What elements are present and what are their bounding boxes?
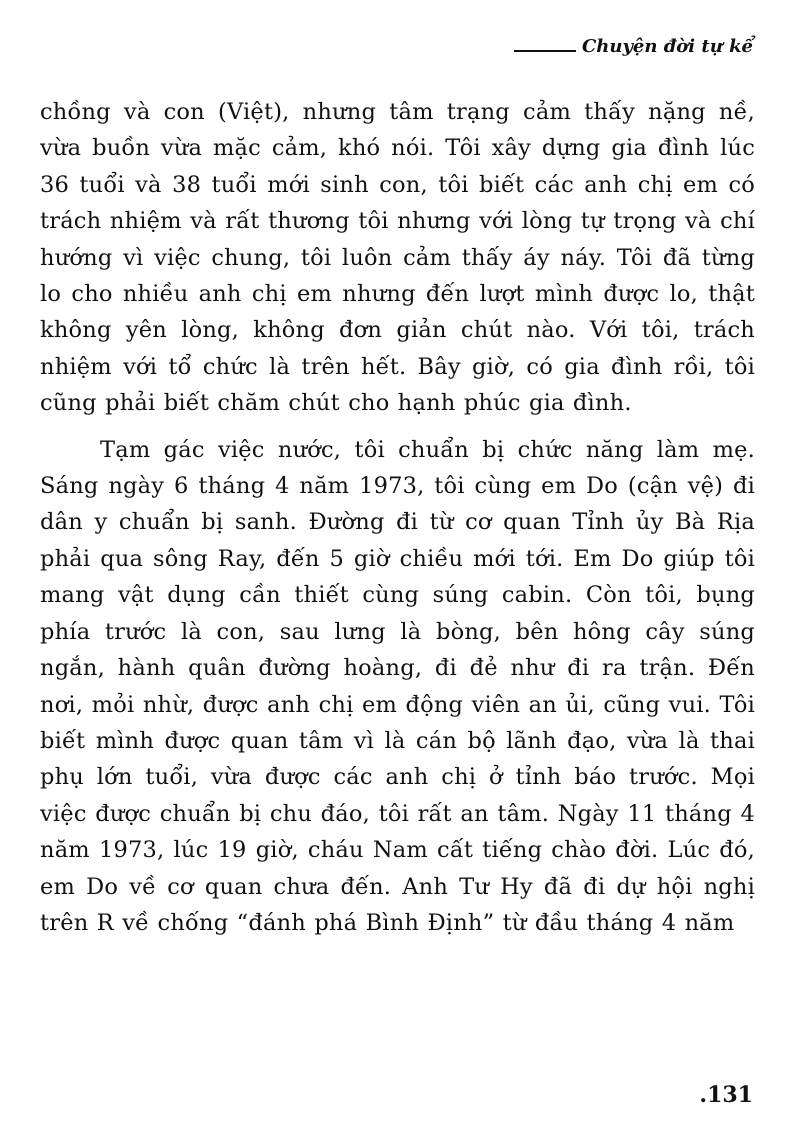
page-body <box>40 94 755 941</box>
page-number: .131 <box>699 1082 753 1108</box>
paragraph-1: chồng và con (Việt), nhưng tâm trạng cảm thấy nặng nề, vừa buồn vừa mặc cảm, khó nói. Tôi xây dựng gia đình lúc 36 tuổi và 38 tuổi mới sinh con, tôi biết các anh chị em có trách nhiệm và rất thương tôi nhưng với lòng tự trọng và chí hướng vì việc chung, tôi luôn cảm thấy áy náy. Tôi đã từng lo cho nhiều anh chị em nhưng đến lượt mình được lo, thật không yên lòng, không đơn giản chút nào. Với tôi, trách nhiệm với tổ chức là trên hết. Bây giờ, có gia đình rồi, tôi cũng phải biết chăm chút cho hạnh phúc gia đình. <box>40 99 755 417</box>
running-header <box>514 38 753 56</box>
header-title: Chuyện đời tự kể <box>581 36 753 57</box>
paragraph-2: Tạm gác việc nước, tôi chuẩn bị chức năng làm mẹ. Sáng ngày 6 tháng 4 năm 1973, tôi cùng em Do (cận vệ) đi dân y chuẩn bị sanh. Đường đi từ cơ quan Tỉnh ủy Bà Rịa phải qua sông Ray, đến 5 giờ chiều mới tới. Em Do giúp tôi mang vật dụng cần thiết cùng súng cabin. Còn tôi, bụng phía trước là con, sau lưng là bòng, bên hông cây súng ngắn, hành quân đường hoàng, đi đẻ như đi ra trận. Đến nơi, mỏi nhừ, được anh chị em động viên an ủi, cũng vui. Tôi biết mình được quan tâm vì là cán bộ lãnh đạo, vừa là thai phụ lớn tuổi, vừa được các anh chị ở tỉnh báo trước. Mọi việc được chuẩn bị chu đáo, tôi rất an tâm. Ngày 11 tháng 4 năm 1973, lúc 19 giờ, cháu Nam cất tiếng chào đời. Lúc đó, em Do về cơ quan chưa đến. Anh Tư Hy đã đi dự hội nghị trên R về chống “đánh phá Bình Định” từ đầu tháng 4 năm <box>40 436 755 936</box>
header-rule <box>514 50 576 52</box>
